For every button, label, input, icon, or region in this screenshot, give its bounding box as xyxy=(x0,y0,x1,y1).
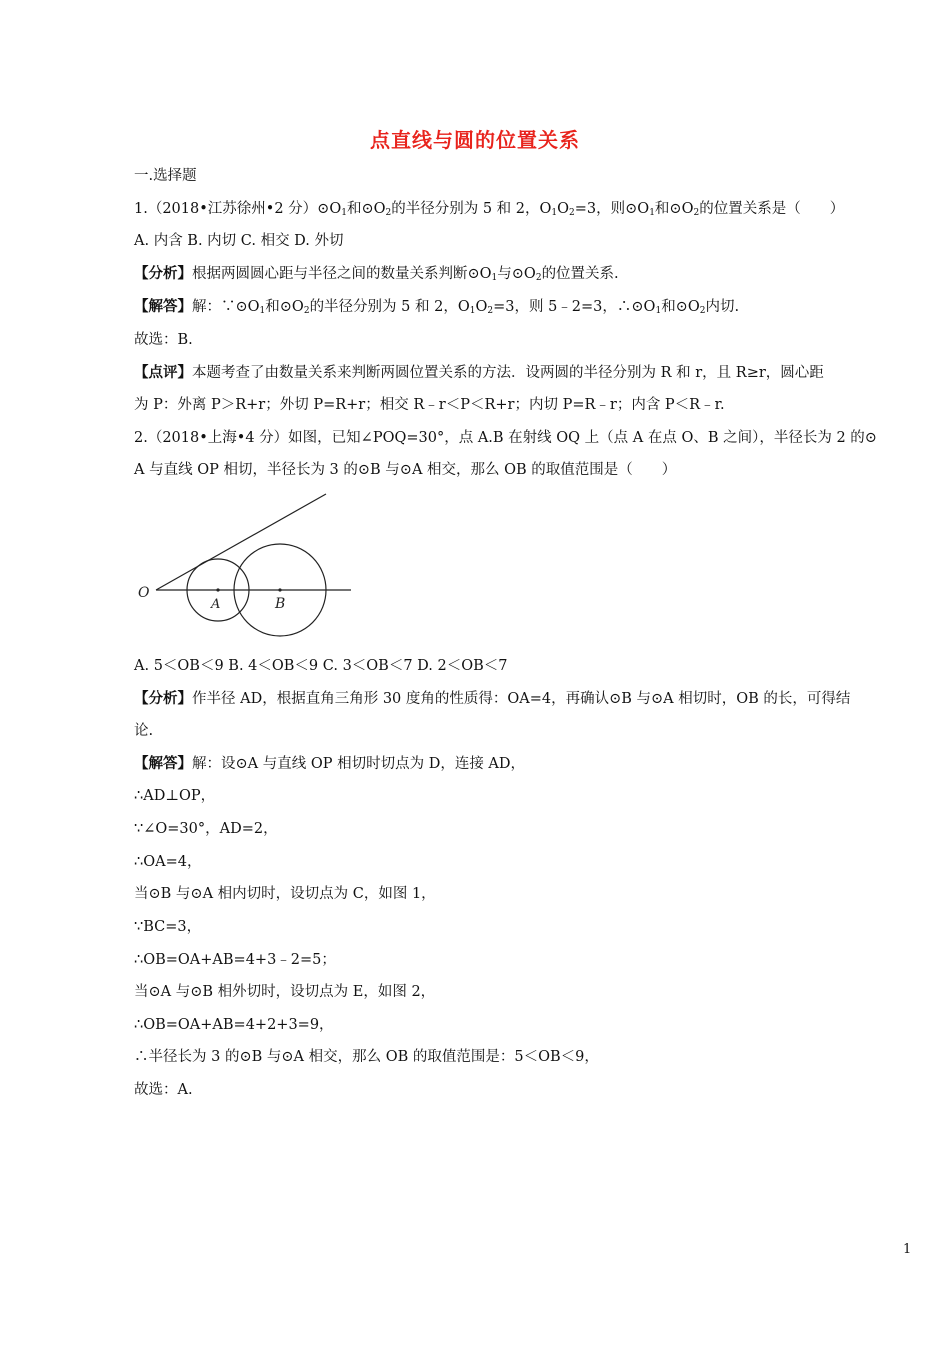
q1-stem: 1.（2018•江苏徐州•2 分）$⊙O_1$和$⊙O_2$的半径分别为 5 和 2，$O_1O_2=3$，则$⊙O_1$和$⊙O_2$的位置关系是（ ） xyxy=(134,201,845,218)
q2-answer-line: ∵BC=3， xyxy=(134,919,202,935)
q2-stem-line-1: 2.（2018•上海•4 分）如图，已知∠POQ=30°，点 A.B 在射线 OQ 上（点 A 在点 O、B 之间），半径长为 2 的⊙ xyxy=(134,430,877,446)
q2-analysis-line-2: 论. xyxy=(134,723,154,739)
q2-answer-line: ∴AD⊥OP， xyxy=(134,788,216,804)
q2-answer-line: ∴半径长为 3 的⊙B 与⊙A 相交，那么 OB 的取值范围是：5＜OB＜9， xyxy=(134,1049,599,1065)
geometry-figure xyxy=(134,488,354,640)
point-b xyxy=(278,588,281,591)
section-heading: 一.选择题 xyxy=(134,168,197,184)
q2-answer-line: 当⊙A 与⊙B 相外切时，设切点为 E，如图 2， xyxy=(134,984,436,1000)
label-a: A xyxy=(211,597,221,612)
q2-answer-line: ∴OB=OA+AB=4+2+3=9， xyxy=(134,1017,334,1033)
q2-answer-line: ∴OA=4， xyxy=(134,854,202,870)
q1-analysis: 【分析】根据两圆圆心距与半径之间的数量关系判断$⊙O_1$与$⊙O_2$的位置关系. xyxy=(134,265,619,283)
page-number: 1 xyxy=(903,1242,912,1257)
q2-stem-line-2: A 与直线 OP 相切，半径长为 3 的⊙B 与⊙A 相交，那么 OB 的取值范围是（ ） xyxy=(134,462,677,478)
ray-op xyxy=(156,494,326,590)
label-o: O xyxy=(138,585,150,601)
q2-answer-line: ∴OB=OA+AB=4+3﹣2=5； xyxy=(134,952,336,968)
q1-comment-line-2: 为 P：外离 P＞R+r；外切 P=R+r；相交 R﹣r＜P＜R+r；内切 P=R﹣r；内含 P＜R﹣r. xyxy=(134,397,725,413)
q2-options: A. 5＜OB＜9 B. 4＜OB＜9 C. 3＜OB＜7 D. 2＜OB＜7 xyxy=(134,658,508,674)
q2-answer-line: ∵∠O=30°，AD=2， xyxy=(134,821,278,837)
q1-choice: 故选：B. xyxy=(134,332,193,348)
q2-analysis-line-1: 【分析】作半径 AD，根据直角三角形 30 度角的性质得：OA=4，再确认⊙B 与⊙A 相切时，OB 的长，可得结 xyxy=(134,690,851,707)
page-title: 点直线与圆的位置关系 xyxy=(370,128,580,152)
q1-comment-line-1: 【点评】本题考查了由数量关系来判断两圆位置关系的方法．设两圆的半径分别为 R 和 r，且 R≥r，圆心距 xyxy=(134,364,824,381)
label-b: B xyxy=(275,596,286,612)
point-a xyxy=(216,588,219,591)
q2-answer-line: 当⊙B 与⊙A 相内切时，设切点为 C，如图 1， xyxy=(134,886,436,902)
q1-options: A. 内含 B. 内切 C. 相交 D. 外切 xyxy=(134,233,344,249)
q2-choice: 故选：A. xyxy=(134,1082,193,1098)
q2-answer-line: 【解答】解：设⊙A 与直线 OP 相切时切点为 D，连接 AD， xyxy=(134,755,526,772)
q1-answer: 【解答】解：$\because⊙O_1$和$⊙O_2$的半径分别为 5 和 2，$O_1O_2=3$，则 5﹣2=3，$\therefore⊙O_1$和$⊙O_2$内切. xyxy=(134,298,740,316)
